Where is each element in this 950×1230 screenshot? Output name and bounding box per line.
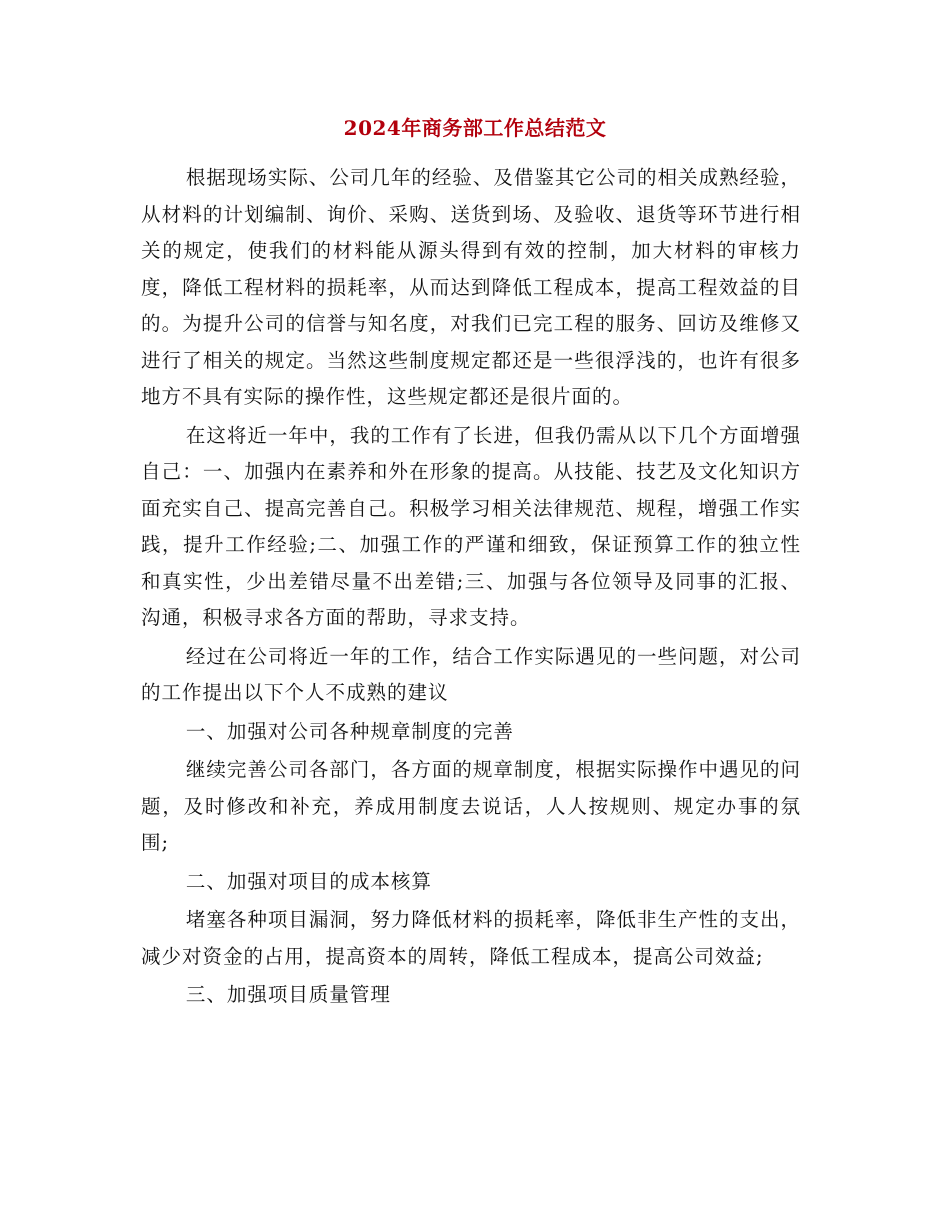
paragraph-cost: 堵塞各种项目漏洞，努力降低材料的损耗率，降低非生产性的支出，减少对资金的占用，提高资本的周转，降低工程成本，提高公司效益;: [141, 908, 801, 968]
document-title: 2024年商务部工作总结范文: [343, 116, 607, 140]
document-body: [141, 160, 801, 1016]
paragraph-suggestions-intro: 经过在公司将近一年的工作，结合工作实际遇见的一些问题，对公司的工作提出以下个人不成熟的建议: [141, 644, 801, 704]
paragraph-self-improvement: 在这将近一年中，我的工作有了长进，但我仍需从以下几个方面增强自己：一、加强内在素养和外在形象的提高。从技能、技艺及文化知识方面充实自己、提高完善自己。积极学习相关法律规范、规程，增强工作实践，提升工作经验;二、加强工作的严谨和细致，保证预算工作的独立性和真实性，少出差错尽量不出差错;三、加强与各位领导及同事的汇报、沟通，积极寻求各方面的帮助，寻求支持。: [141, 423, 801, 629]
paragraph-intro: 根据现场实际、公司几年的经验、及借鉴其它公司的相关成熟经验，从材料的计划编制、询价、采购、送货到场、及验收、退货等环节进行相关的规定，使我们的材料能从源头得到有效的控制，加大材料的审核力度，降低工程材料的损耗率，从而达到降低工程成本，提高工程效益的目的。为提升公司的信誉与知名度，对我们已完工程的服务、回访及维修又进行了相关的规定。当然这些制度规定都还是一些很浮浅的，也许有很多地方不具有实际的操作性，这些规定都还是很片面的。: [141, 166, 801, 408]
heading-quality: 三、加强项目质量管理: [185, 983, 391, 1006]
paragraph-rules: 继续完善公司各部门，各方面的规章制度，根据实际操作中遇见的问题，及时修改和补充，养成用制度去说话，人人按规则、规定办事的氛围;: [141, 758, 801, 854]
heading-cost: 二、加强对项目的成本核算: [185, 869, 432, 893]
heading-rules: 一、加强对公司各种规章制度的完善: [185, 719, 514, 743]
